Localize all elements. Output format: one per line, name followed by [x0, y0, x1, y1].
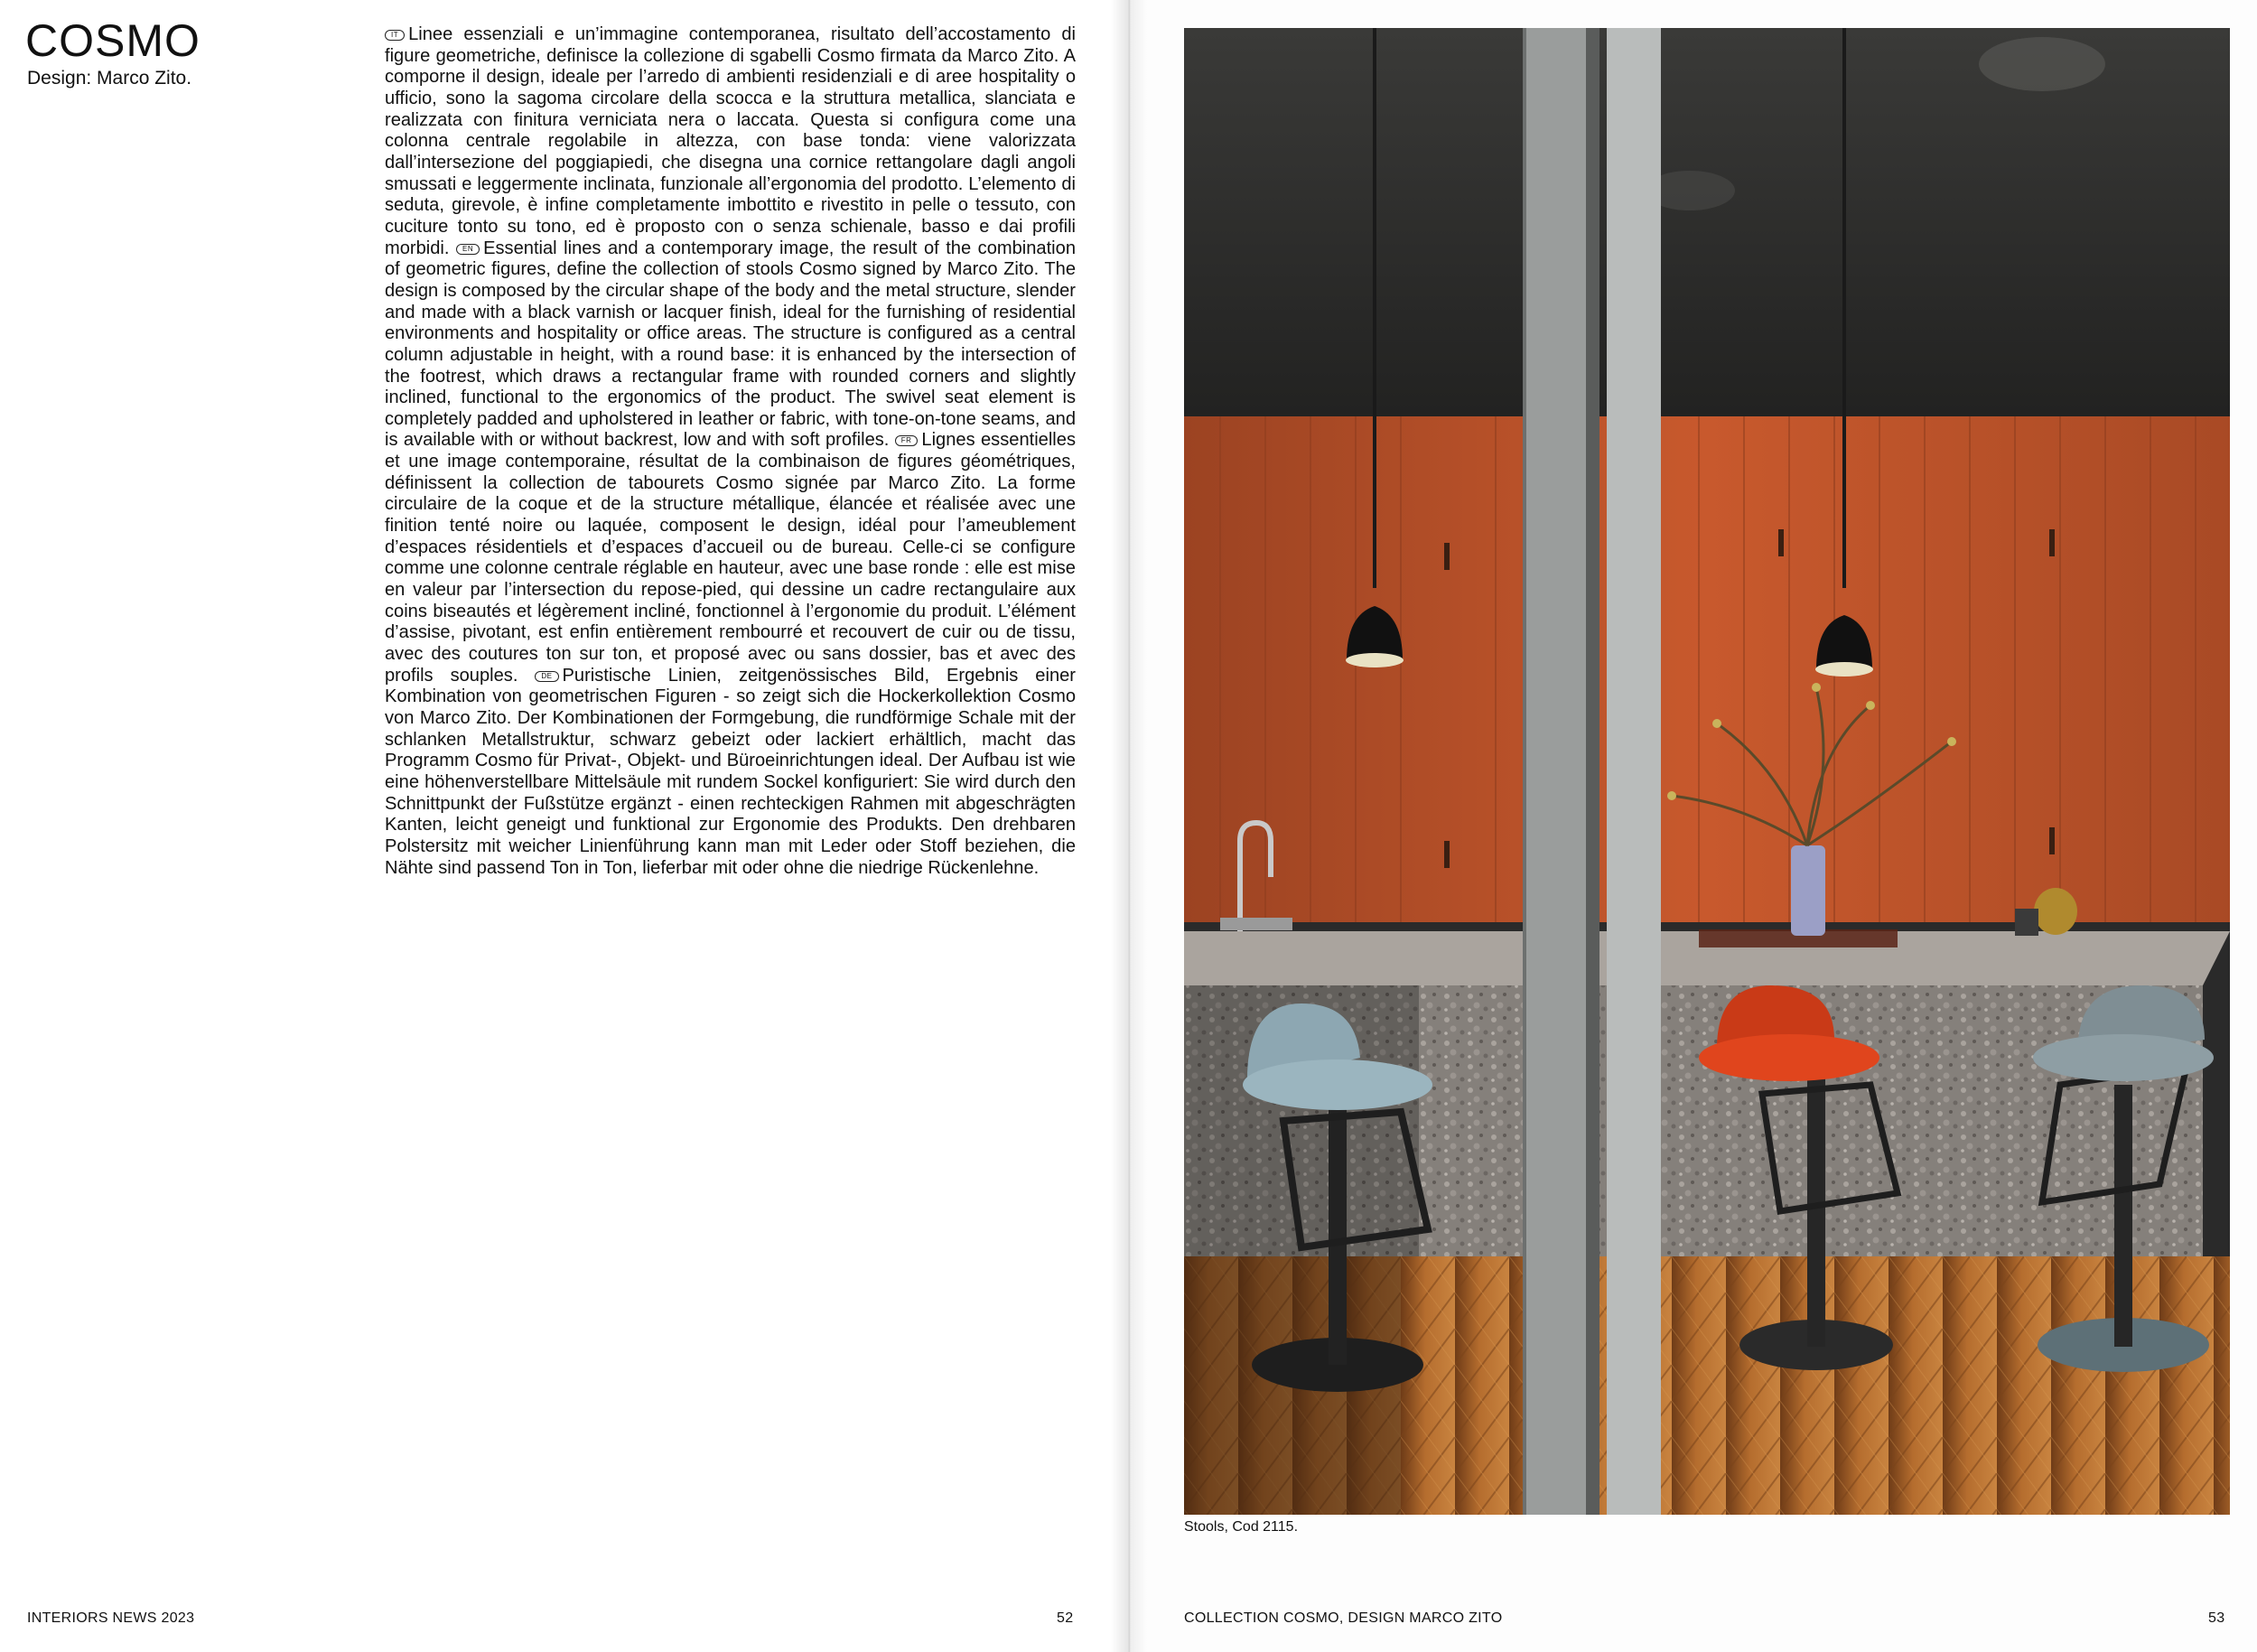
page-number-right: 53: [2208, 1610, 2225, 1626]
stools-kitchen-illustration: [1184, 28, 2230, 1515]
page-number-left: 52: [1057, 1610, 1074, 1626]
article-subtitle: Design: Marco Zito.: [27, 68, 192, 89]
kitchen-photo: [1184, 28, 2230, 1515]
language-tag-en: EN: [456, 244, 480, 255]
footer-publication: INTERIORS NEWS 2023: [27, 1610, 195, 1626]
photo-caption: Stools, Cod 2115.: [1184, 1519, 1299, 1535]
body-text-fr: Lignes essentielles et une image contemporaine, résultat de la combinaison de figures géométriques, définissent la collection de tabourets Cosmo signée par Marco Zito. La forme circulaire de la coque et de la structure métallique, élancée et réalisée avec une finition tenté noire ou laquée, composent le design, idéal pour l’ameublement d’espaces résidentiels et d’espaces d’accueil ou de bureau. Celle-ci se configure comme une colonne centrale réglable en hauteur, avec une base ronde : elle est mise en valeur par l’intersection du repose-pied, qui dessine un cadre rectangulaire aux coins biseautés et légèrement incliné, fonctionnel à l’ergonomie du produit. L’élément d’assise, pivotant, est enfin entièrement rembourré et recouvert de cuir ou de tissu, avec des coutures ton sur ton, et proposé avec ou sans dossier, bas et avec des profils souples.: [385, 430, 1076, 686]
language-tag-de: DE: [535, 671, 558, 682]
article-body: [385, 24, 1076, 879]
body-text-it: Linee essenziali e un’immagine contemporanea, risultato dell’accostamento di figure geometriche, definisce la collezione di sgabelli Cosmo firmata da Marco Zito. A comporne il design, ideale per l’arredo di ambienti residenziali e di aree hospitality o ufficio, sono la sagoma circolare della scocca e la struttura metallica, slanciata e realizzata con finitura verniciata nera o laccata. Questa si configura come una colonna centrale regolabile in altezza, con base tonda: viene valorizzata dall’intersezione del poggiapiedi, che disegna una cornice rettangolare dagli angoli smussati e leggermente inclinata, funzionale all’ergonomia del prodotto. L’elemento di seduta, girevole, è infine completamente imbottito e rivestito in pelle o tessuto, con cuciture tonto su tono, ed è proposto con o senza schienale, basso e dai profili morbidi.: [385, 24, 1076, 258]
language-tag-fr: FR: [895, 435, 919, 446]
article-title: COSMO: [25, 15, 201, 66]
footer-collection: COLLECTION COSMO, DESIGN MARCO ZITO: [1184, 1610, 1503, 1626]
body-text-en: Essential lines and a contemporary image, the result of the combination of geometric figures, define the collection of stools Cosmo signed by Marco Zito. The design is composed by the circular shape of the body and the metal structure, slender and made with a black varnish or lacquer finish, ideal for the furnishing of residential environments and hospitality or office areas. The structure is configured as a central column adjustable in height, with a round base: it is enhanced by the intersection of the footrest, which draws a rectangular frame with rounded corners and slightly inclined, functional to the ergonomics of the product. The swivel seat element is completely padded and upholstered in leather or fabric, with tone-on-tone seams, and is available with or without backrest, low and with soft profiles.: [385, 238, 1076, 451]
body-text-de: Puristische Linien, zeitgenössisches Bild, Ergebnis einer Kombination von geometrischen Figuren - so zeigt sich die Hockerkollektion Cosmo von Marco Zito. Der Kombinationen der Formgebung, die rundförmige Schale mit der schlanken Metallstruktur, schwarz gebeizt oder lackiert erhältlich, macht das Programm Cosmo für Privat-, Objekt- und Büroeinrichtungen ideal. Der Aufbau ist wie eine höhenverstellbare Mittelsäule mit rundem Sockel konfiguriert: Sie wird durch den Schnittpunkt der Fußstütze ergänzt - einen rechteckigen Rahmen mit abgeschrägten Kanten, leicht geneigt und funktional zur Ergonomie des Produkts. Den drehbaren Polstersitz mit weicher Linienführung kann man mit Leder oder Stoff beziehen, die Nähte sind passend Ton in Ton, lieferbar mit oder ohne die niedrige Rückenlehne.: [385, 665, 1076, 878]
language-tag-it: IT: [385, 30, 405, 41]
